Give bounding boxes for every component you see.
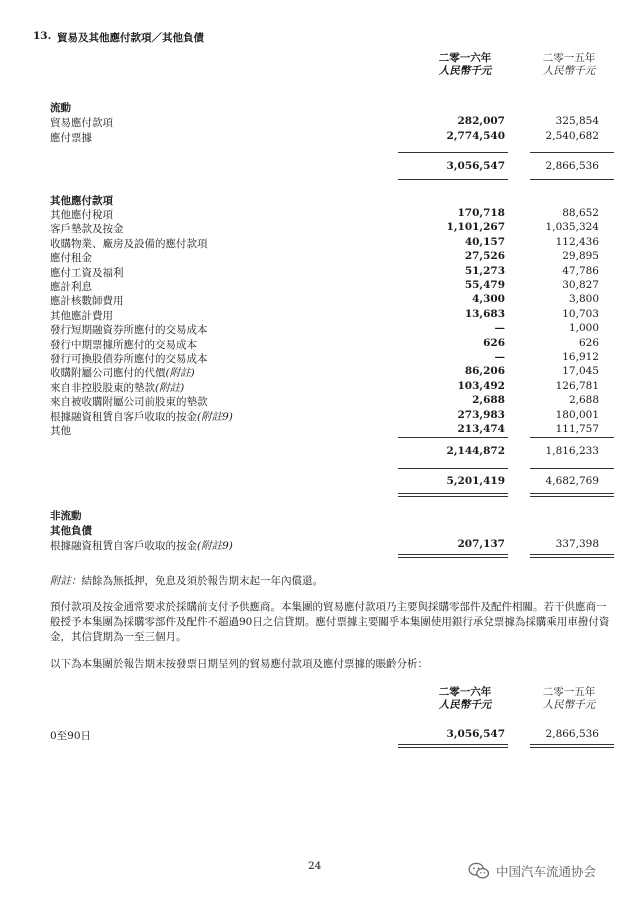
double-underline: [530, 747, 614, 748]
table-row: [0, 130, 635, 145]
row-label: 收購附屬公司應付的代價(附註): [50, 367, 195, 380]
row-label: 其他應計費用: [50, 309, 113, 322]
value-2015: 2,688: [568, 394, 599, 407]
table-row: [0, 293, 635, 308]
page-number: 24: [308, 860, 322, 872]
grand-total-2016: 5,201,419: [446, 475, 505, 487]
table-row: [0, 250, 635, 265]
row-label: 根據融資租賃自客戶收取的按金(附註9): [50, 540, 233, 552]
other-payables-label: 其他應付款項: [50, 195, 113, 207]
table-row: [0, 115, 635, 130]
section-number: 13.: [33, 30, 52, 42]
double-underline: [398, 496, 508, 497]
other-total-row: [0, 445, 635, 460]
row-label: 根據融資租賃自客戶收取的按金(附註9): [50, 410, 233, 423]
value-2016: —: [494, 351, 505, 363]
value-2016: 55,479: [464, 279, 505, 291]
current-label: 流動: [50, 102, 71, 114]
value-2015: 626: [578, 336, 599, 349]
trade-total-2016: 3,056,547: [446, 160, 505, 172]
note-prefix: 附註：: [50, 575, 82, 587]
header-currency-2016: 人民幣千元: [438, 65, 492, 77]
value-2016: 27,526: [464, 250, 505, 263]
section-title: 貿易及其他應付款項／其他負債: [57, 32, 204, 44]
value-2016: 626: [483, 336, 505, 349]
value-2016: 40,157: [464, 235, 505, 248]
double-underline: [530, 554, 614, 555]
header-year-2015: 二零一五年: [542, 686, 596, 698]
value-2016: 4,300: [472, 293, 505, 306]
table-row: [0, 380, 635, 395]
value-2015: 112,436: [555, 235, 599, 248]
value-2016: 282,007: [457, 115, 505, 127]
value-2015: 16,912: [562, 351, 599, 363]
note-body: 結餘為無抵押，免息及須於報告期末起一年內償還。: [81, 575, 323, 587]
double-underline: [530, 557, 614, 558]
row-label: 來自非控股股東的墊款(附註): [50, 381, 185, 394]
wechat-icon: [468, 862, 490, 880]
value-2016: 1,101,267: [446, 221, 505, 234]
double-underline: [530, 496, 614, 497]
row-note: (附註): [155, 381, 185, 394]
value-2015: 88,652: [562, 207, 599, 219]
watermark-text: 中国汽车流通协会: [496, 864, 597, 879]
value-2015: 30,827: [562, 279, 599, 291]
column-header-2016: [420, 52, 510, 78]
value-2016: 13,683: [464, 307, 505, 320]
value-2016: 170,718: [457, 207, 505, 219]
row-note: (附註9): [197, 540, 233, 552]
row-label: 發行短期融資券所應付的交易成本: [50, 324, 208, 337]
total-line: [530, 179, 614, 180]
double-underline: [398, 744, 508, 745]
other-total-2016: 2,144,872: [446, 445, 505, 457]
table-row: [0, 351, 635, 366]
row-label: 貿易應付款項: [50, 117, 113, 129]
subtotal-line: [530, 437, 614, 438]
other-total-2015: 1,816,233: [545, 445, 599, 457]
row-label: 客戶墊款及按金: [50, 223, 124, 236]
table-row: [0, 394, 635, 409]
double-underline: [398, 747, 508, 748]
aging-2015: 2,866,536: [545, 728, 599, 740]
column-header-2015-aging: [524, 686, 614, 712]
grand-total-2015: 4,682,769: [545, 475, 599, 487]
row-label: 來自被收購附屬公司前股東的墊款: [50, 396, 208, 409]
other-liabilities-label: 其他負債: [50, 525, 92, 537]
row-label: 應付租金: [50, 252, 92, 265]
aging-2016: 3,056,547: [446, 728, 505, 740]
double-underline: [398, 493, 508, 494]
row-label: 其他應付稅項: [50, 209, 113, 221]
subtotal-line: [398, 152, 508, 153]
value-2016: 86,206: [464, 365, 505, 378]
paragraph-credit-terms: 預付款項及按金通常要求於採購前支付予供應商。本集團的貿易應付款項乃主要與採購零部件及配件相關。若干供應商一般授予本集團為採購零部件及配件不超過90日之信貸期。應付票據主要關乎本集團使用銀行承兌票據為採購乘用車撥付資金，其信貸期為一至三個月。: [50, 601, 610, 643]
value-2015: 17,045: [562, 365, 599, 378]
double-underline: [398, 554, 508, 555]
subtotal-line: [398, 437, 508, 438]
row-label: 應計核數師費用: [50, 295, 124, 308]
value-2015: 1,000: [568, 322, 599, 335]
row-label: 收購物業、廠房及設備的應付款項: [50, 237, 208, 250]
value-2016: 103,492: [457, 379, 505, 392]
column-header-2016-aging: [420, 686, 510, 712]
row-note: (附註9): [197, 410, 233, 423]
table-row: [0, 337, 635, 352]
value-2015: 1,035,324: [545, 221, 599, 234]
value-2016: 2,774,540: [446, 130, 505, 142]
note: [50, 573, 323, 588]
value-2016: —: [494, 322, 505, 335]
double-underline: [398, 557, 508, 558]
header-currency-2015: 人民幣千元: [542, 65, 596, 77]
aging-row: [0, 728, 635, 743]
non-current-2016: 207,137: [457, 538, 505, 550]
non-current-row: [0, 538, 635, 553]
value-2016: 2,688: [472, 394, 505, 407]
table-row: [0, 279, 635, 294]
value-2015: 180,001: [555, 408, 599, 421]
table-row: [0, 409, 635, 424]
aging-label: 0至90日: [50, 730, 92, 742]
value-2016: 213,474: [457, 423, 505, 435]
header-currency-2016: 人民幣千元: [438, 699, 492, 711]
value-2015: 111,757: [555, 423, 599, 435]
row-label: 應計利息: [50, 281, 92, 293]
row-label: 發行中期票據所應付的交易成本: [50, 338, 197, 351]
value-2016: 51,273: [464, 264, 505, 277]
total-line: [530, 468, 614, 469]
non-current-2015: 337,398: [555, 538, 599, 550]
value-2015: 47,786: [562, 264, 599, 277]
watermark: [468, 862, 596, 880]
table-row: [0, 308, 635, 323]
table-row: [0, 423, 635, 438]
paragraph-aging-intro: 以下為本集團於報告期末按發票日期呈列的貿易應付款項及應付票據的賬齡分析：: [50, 658, 428, 670]
header-year-2016: 二零一六年: [438, 686, 492, 698]
non-current-label: 非流動: [50, 510, 82, 522]
value-2015: 126,781: [555, 379, 599, 392]
trade-total-2015: 2,866,536: [545, 160, 599, 172]
value-2015: 325,854: [555, 115, 599, 127]
header-year-2016: 二零一六年: [438, 52, 492, 64]
table-row: [0, 221, 635, 236]
value-2015: 2,540,682: [545, 130, 599, 142]
value-2015: 3,800: [568, 293, 599, 306]
table-row: [0, 322, 635, 337]
table-row: [0, 265, 635, 280]
subtotal-line: [530, 152, 614, 153]
total-line: [398, 179, 508, 180]
row-label: 其他: [50, 425, 71, 437]
value-2015: 10,703: [562, 307, 599, 320]
header-currency-2015: 人民幣千元: [542, 699, 596, 711]
row-label: 發行可換股債券所應付的交易成本: [50, 353, 208, 365]
value-2015: 29,895: [562, 250, 599, 263]
row-label: 應付票據: [50, 132, 92, 144]
double-underline: [530, 744, 614, 745]
total-line: [398, 468, 508, 469]
row-note: (附註): [165, 367, 195, 380]
column-header-2015: [524, 52, 614, 78]
double-underline: [530, 493, 614, 494]
table-row: [0, 236, 635, 251]
table-row: [0, 207, 635, 222]
trade-total-row: [0, 160, 635, 175]
header-year-2015: 二零一五年: [542, 52, 596, 64]
value-2016: 273,983: [457, 408, 505, 421]
table-row: [0, 365, 635, 380]
row-label: 應付工資及福利: [50, 266, 124, 279]
grand-total-row: [0, 475, 635, 490]
